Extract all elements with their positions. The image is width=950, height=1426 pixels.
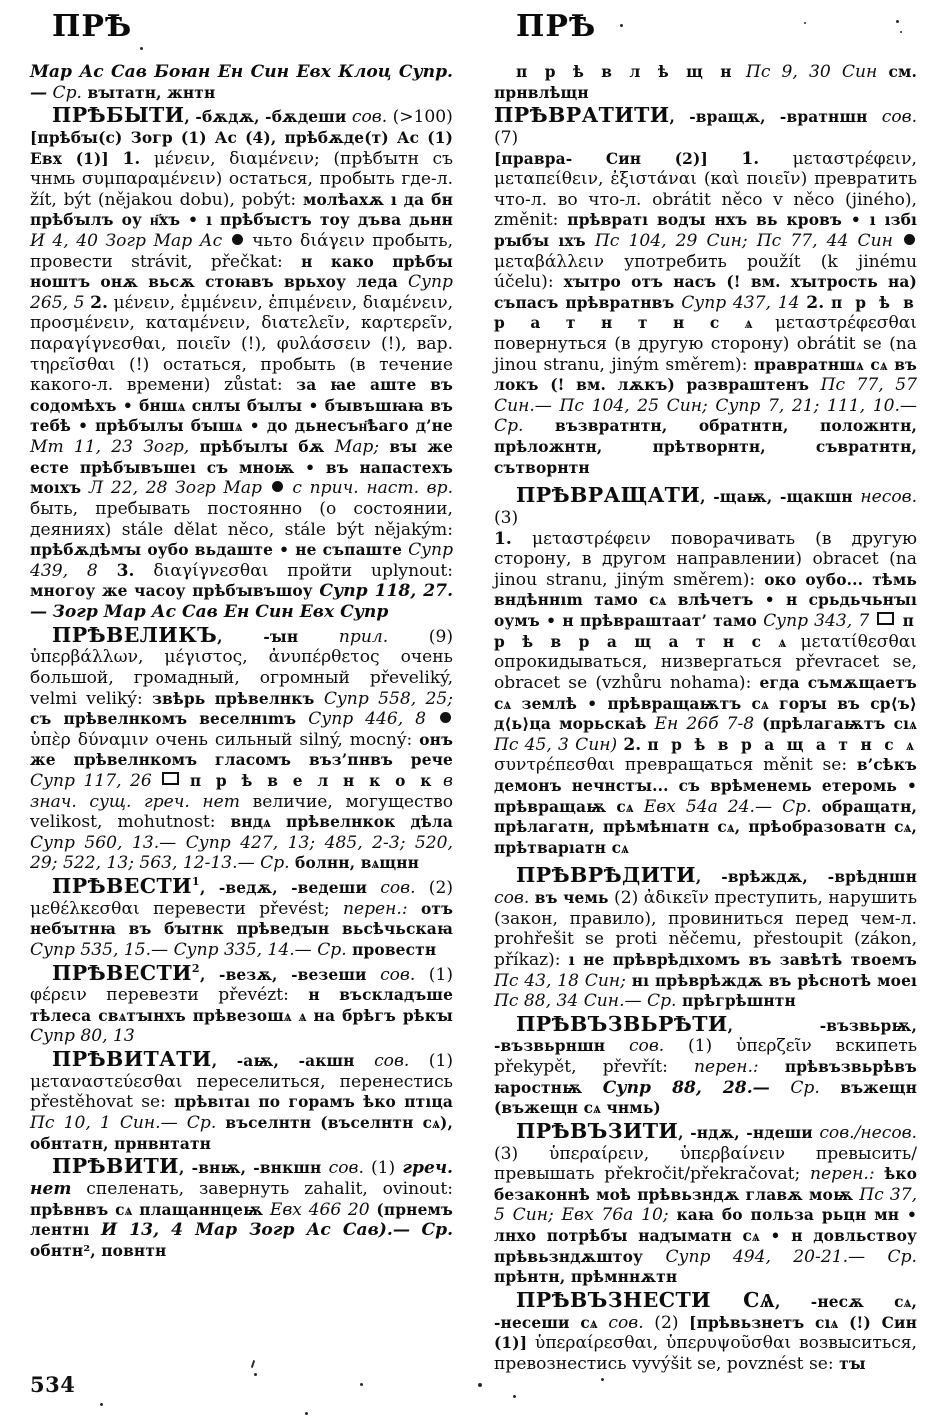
attestation-count: (1) bbox=[428, 1051, 454, 1072]
citation: онъ же прѣвелнкомъ гласомъ въз’пнвъ рече bbox=[30, 730, 454, 770]
sense-number: 2. bbox=[806, 292, 825, 313]
citation-reference: Пс 10, 1 Син.— bbox=[30, 1113, 178, 1134]
headword-forms: , -ведѫ, -ведеши bbox=[199, 878, 368, 897]
grammar-label: прил. bbox=[338, 626, 389, 647]
headword: ПРѢВЪЗВЬРѢТИ bbox=[516, 1011, 728, 1036]
greek-equivalent: ἀδικεῖν bbox=[643, 888, 709, 909]
russian-gloss: переселиться, перенестись bbox=[196, 1071, 453, 1092]
czech-gloss: použít (k jinému účelu): bbox=[494, 251, 918, 293]
scan-speck bbox=[620, 24, 623, 27]
citation: егда съмѫщаетъ сѧ землѣ • прѣвращаѭтъ сѧ горꙑ въ ср⟨ъ⟩д⟨ь⟩ца морьскаѣ bbox=[494, 673, 917, 734]
scan-speck bbox=[360, 1383, 363, 1386]
greek-equivalent: ὑπεραίρειν, ὑπερβαίνειν bbox=[549, 1143, 786, 1164]
cf-label: Ср. bbox=[782, 796, 812, 817]
russian-gloss: вскипеть bbox=[835, 1036, 918, 1057]
entry-previtati bbox=[30, 1047, 453, 1154]
citation: око оубо... тѣмь вндѣннım тамо сѧ влѣчетъ • н срьдьчьнꙑı оумъ • н прѣвраштаат’ тамо bbox=[494, 570, 917, 631]
czech-gloss: převeliký, velmi veliký: bbox=[30, 667, 454, 709]
citation-reference: Супр 343, 7 bbox=[763, 611, 870, 632]
cf-list: вꙑтатн, жнтн bbox=[87, 83, 216, 102]
sense-number: 1. bbox=[741, 148, 760, 169]
citation-reference: Супр 265, 5 bbox=[30, 272, 453, 313]
scan-speck bbox=[896, 20, 899, 23]
headword-forms: , -аѭ, -акшн bbox=[211, 1052, 355, 1071]
variant-forms: [правра- Син (2)] bbox=[494, 149, 708, 168]
headword: ПРѢВРАЩАТИ bbox=[516, 483, 701, 508]
running-head-right: ПРѢ bbox=[516, 9, 597, 44]
citation: звѣрь прѣвелнкъ bbox=[152, 689, 315, 708]
headword-forms: , -бѫдѫ, -бѫдеши bbox=[184, 108, 347, 127]
headword: ПРѢВЕСТИ$^1$ bbox=[52, 873, 200, 898]
headword: ПРѢВРАТИТИ bbox=[494, 103, 670, 128]
attestation-count: (3) bbox=[494, 1143, 519, 1164]
attestation-count: (3) bbox=[494, 508, 519, 529]
cf-list: въселнтн (въселнтн сѧ), обнтатн, прнвнтатн bbox=[30, 1114, 453, 1153]
carryover-sigla bbox=[30, 62, 453, 103]
cf-list: обнтн², повнтн bbox=[30, 1241, 167, 1260]
cf-label: Ср. bbox=[52, 82, 82, 103]
grammar-label: сов. bbox=[380, 964, 416, 985]
citation-reference: Ен 26б 7-8 bbox=[654, 714, 755, 735]
filled-circle-marker bbox=[440, 712, 451, 723]
scan-speck bbox=[305, 1412, 308, 1415]
citation-reference: Супр 446, 8 bbox=[308, 709, 427, 730]
russian-gloss: преступить, нарушить (закон, правило), провиниться перед чем-л. bbox=[494, 888, 918, 929]
sense-number: 1. bbox=[122, 148, 141, 169]
citation: съ прѣвелнкомъ веселнımъ bbox=[30, 710, 297, 729]
open-square-marker bbox=[162, 772, 179, 785]
russian-gloss: очень сильный bbox=[155, 729, 293, 750]
crossref-prevlesti bbox=[494, 62, 917, 103]
czech-gloss: zahalit, ovinout: bbox=[304, 1178, 454, 1199]
citation: многоу же часоу прѣбꙑвъшоу bbox=[30, 582, 313, 601]
sense-number: 3. bbox=[116, 560, 135, 581]
usage-note: в знач. сущ. греч. нет bbox=[30, 770, 453, 812]
citation: прѣвнвъ сѧ плащаннцеѭ bbox=[30, 1200, 264, 1219]
grammar-label: сов. bbox=[328, 1158, 364, 1179]
sigla-list: Зогр Мар Ас Сав Ен Син Евх Супр bbox=[52, 601, 389, 622]
citation: ı не прѣврѣдıхомъ въ завѣтѣ твоемъ bbox=[568, 950, 917, 969]
citation: ѣко безаконнѣ моѣ прѣвьзндѫ главѫ моѭ bbox=[494, 1165, 917, 1204]
attestation-count: (>100) bbox=[392, 107, 453, 128]
citation-reference: Супр 560, 13.— Супр 427, 13; 485, 2-3; 520, 29; 522, 13; 563, 12-13.— bbox=[30, 832, 453, 874]
russian-gloss: употребить bbox=[624, 251, 727, 272]
grammar-label: сов. bbox=[494, 888, 530, 909]
cf-label: Ср. bbox=[887, 1246, 917, 1267]
citation: хꙑтро отъ насъ (! вм. хꙑтрость на) съпасъ прѣвратнвъ bbox=[494, 273, 917, 312]
citation-reference: Супр 88, 28.— bbox=[602, 1077, 770, 1098]
cf-label: Ср. bbox=[421, 1220, 454, 1241]
headword-forms: , -везѫ, -везеши bbox=[199, 965, 367, 984]
variant-forms: [прѣвьзнетъ сıѧ (!) Син (1)] bbox=[494, 1313, 917, 1353]
entry-prevesti-2 bbox=[30, 961, 453, 1048]
headword: ПРѢВЪЗИТИ bbox=[516, 1118, 679, 1143]
czech-gloss: žít, být (nějakou dobu), pobýt: bbox=[30, 189, 297, 210]
scan-speck bbox=[804, 22, 806, 24]
citation: н въскладъше тѣлеса свѧтꙑнхъ прѣвезошѧ ѧ на брѣгъ рѣкꙑ bbox=[30, 986, 454, 1025]
entry-prebyti bbox=[30, 103, 453, 622]
column-right bbox=[494, 62, 917, 1374]
russian-gloss: спеленать, завернуть bbox=[86, 1178, 290, 1199]
citation-reference: Евх 466 20 bbox=[269, 1199, 370, 1220]
government-note: въ чемь bbox=[534, 889, 609, 908]
cf-list: прѣнтн, прѣмннѫтн bbox=[494, 1268, 678, 1287]
scan-speck bbox=[254, 1373, 257, 1376]
headword: ПРѢВИТАТИ bbox=[52, 1047, 212, 1072]
cf-list: обращатн, прѣлагатн, прѣмѣнıатн сѧ, прѣобразоватн сѧ, прѣтварıатн сѧ bbox=[494, 797, 917, 857]
czech-gloss: obracet (na jinou stranu, jiným směrem): bbox=[494, 549, 917, 590]
entry-prevratiti bbox=[494, 103, 917, 478]
greek-equivalent: μένειν, διαμένειν; (прѣбꙑтн съ чнмь συμπαραμένειν) bbox=[30, 148, 454, 190]
citation-reference: Пс 37, 5 Син; Евх 76а 10; bbox=[494, 1184, 918, 1226]
attestation-count: (1) bbox=[428, 964, 454, 985]
entry-prevznesti-se bbox=[494, 1288, 917, 1375]
greek-equivalent: διαγίγνεσθαι bbox=[153, 560, 269, 581]
greek-equivalent: ὑπερζεῖν bbox=[735, 1036, 812, 1057]
scan-speck bbox=[601, 1378, 604, 1381]
greek-equivalent: μεταβάλλειν bbox=[494, 251, 605, 272]
grammar-label: сов. bbox=[380, 877, 416, 898]
citation-reference: Супр 118, 27.— bbox=[30, 581, 454, 622]
cf-label: Ср. bbox=[317, 939, 347, 960]
entry-prevziti bbox=[494, 1119, 917, 1288]
greek-equivalent: μεταστρέφειν bbox=[531, 528, 651, 549]
czech-gloss: velikost, mohutnost: bbox=[30, 812, 216, 833]
russian-gloss: перевести bbox=[153, 898, 246, 919]
greek-equivalent: μετατίθεσθαι bbox=[800, 631, 917, 652]
cf-list: възвратнтн, обратнтн, положнтн, прѣложнтн, прѣтворнтн, съвратнтн, сътворнтн bbox=[494, 417, 917, 477]
greek-equivalent: μεταστρέφεσθαι bbox=[774, 313, 917, 334]
cf-list: прѣгрѣшнтн bbox=[681, 992, 796, 1011]
czech-gloss: měnit se: bbox=[763, 755, 848, 776]
czech-gloss: strávit, přečkat: bbox=[131, 251, 283, 272]
headword: ПРѢВРѢДИТИ bbox=[516, 863, 696, 888]
citation-reference: Пс 43, 18 Син; bbox=[494, 970, 626, 991]
attestation-count: (1) bbox=[687, 1036, 713, 1057]
entry-prevelik bbox=[30, 623, 453, 874]
citation: молѣахѫ ı да бн прѣбꙑлъ оу н҃хъ • ı прѣбꙑстъ тоу дъва дьнн bbox=[30, 190, 454, 230]
headword-forms: , -врѣждѫ, -врѣдншн bbox=[695, 868, 917, 887]
citation-reference: Пс 104, 29 Син; Пс 77, 44 Син bbox=[594, 230, 893, 251]
citation-reference: Супр 439, 8 bbox=[30, 540, 454, 581]
greek-equivalent: μένειν, ἐμμένειν, ἐπιμένειν, διαμένειν, προσμένειν, καταμένειν, διατελεῖν, καρτερεῖν, παραγίγνεσθαι, ποιεῖν (!), φυλάσσειν (!), вар. τηρεῖσθαι (!) bbox=[30, 292, 454, 375]
citation-reference: Л 22, 28 Зогр Мар bbox=[88, 478, 262, 499]
greek-equivalent: ὑπερβάλλων, μέγιστος, ἀνυπέρθετος bbox=[30, 647, 380, 668]
scan-speck bbox=[478, 1383, 482, 1387]
greek-equivalent: μεταναστεύεσθαι bbox=[30, 1071, 183, 1092]
russian-gloss: опрокидываться, низвергаться bbox=[494, 652, 782, 673]
headword-forms: , -несѫ сѧ, -несеши сѧ bbox=[494, 1292, 917, 1332]
variant-forms: [прѣбꙑ(с) Зогр (1) Ас (4), прѣбѫде(т) Ас (1) Евх (1)] bbox=[30, 128, 453, 168]
greek-equivalent: φέρειν bbox=[30, 985, 87, 1006]
filled-circle-marker bbox=[904, 234, 915, 245]
grammar-label: сов. bbox=[351, 107, 388, 128]
greek-equivalent: греч. нет bbox=[30, 1158, 453, 1199]
attestation-count: (9) bbox=[428, 626, 453, 647]
citation: прѣбѫдѣмꙑ оубо вьдаште • не съпаште bbox=[30, 541, 403, 560]
headword: ПРѢВЕЛИКЪ bbox=[52, 622, 218, 647]
czech-gloss: převézt: bbox=[218, 985, 289, 1006]
greek-equivalent: ὑπεραίρεσθαι, ὑπερυψοῦσθαι bbox=[534, 1333, 792, 1354]
cf-list: провестн bbox=[352, 940, 437, 959]
citation-reference: Супр 535, 15.— Супр 335, 14.— bbox=[30, 939, 312, 960]
headword: ПРѢБЫТИ bbox=[52, 103, 185, 128]
greek-equivalent: ὑπὲρ δύναμιν bbox=[30, 729, 149, 750]
headword: ПРѢВЕСТИ$^2$ bbox=[52, 960, 200, 985]
citation-parenthetical: (прнемъ лентнı bbox=[30, 1200, 453, 1240]
crossref-target: прнвлѣщн bbox=[494, 83, 589, 102]
sigla-line: Мар Ас Сав Боꙗн Ен Син Евх Клоц Супр.— bbox=[30, 62, 453, 103]
russian-gloss: превратить что-л. во что-л. bbox=[494, 169, 918, 210]
sense-number: 2. bbox=[623, 734, 642, 755]
usage-note: перен.: bbox=[342, 898, 408, 919]
citation-reference: Супр 494, 20-21.— bbox=[665, 1246, 866, 1267]
homonym-number: 1 bbox=[191, 875, 200, 889]
headword-forms: , -ꙑн bbox=[217, 627, 299, 646]
headword-forms: , -ндѫ, -ндеши bbox=[678, 1123, 813, 1142]
citation: прѣбꙑлꙑ бѫ bbox=[199, 438, 325, 457]
russian-gloss: пройти bbox=[287, 560, 353, 581]
citation-reference: Пс 77, 57 Син.— Пс 104, 25 Син; Супр 7, 21; 111, 10.— bbox=[494, 375, 917, 416]
greek-equivalent: συντρέπεσθαι bbox=[494, 755, 616, 776]
czech-gloss: překypět, převřít: bbox=[494, 1057, 668, 1078]
grammar-label: несов. bbox=[860, 487, 918, 508]
citation-reference: Супр 437, 14 bbox=[681, 292, 800, 313]
czech-gloss: prohřešit se proti něčemu, přestoupit (zákon, příkaz): bbox=[494, 929, 917, 970]
spaced-headword: п р ѣ в е л н к о к bbox=[189, 771, 435, 790]
headword-forms: , -внѭ, -внкшн bbox=[178, 1159, 322, 1178]
russian-gloss: повернуться (в другую сторону) bbox=[494, 334, 790, 355]
citation: в’сѣкъ демонъ нечнстꙑ... съ врѣменемь етеромь • прѣвращаѭ сѧ bbox=[494, 756, 917, 816]
citation-reference: Супр 558, 25; bbox=[323, 688, 453, 709]
czech-gloss: překročit/překračovat; bbox=[604, 1164, 801, 1185]
czech-gloss: přestěhovat se: bbox=[30, 1092, 166, 1113]
citation-reference: Мар; bbox=[334, 437, 380, 458]
scan-speck bbox=[900, 31, 902, 33]
column-left bbox=[30, 62, 453, 1261]
russian-gloss: остаться, пробыть (в течение какого-л. времени) bbox=[30, 354, 453, 396]
page-number: 534 bbox=[30, 1372, 76, 1397]
cf-list: болнн, вѧщнн bbox=[295, 854, 420, 873]
cf-label: Ср. bbox=[186, 1113, 217, 1134]
citation-reference: Пс 88, 34 Син.— bbox=[494, 991, 642, 1012]
russian-gloss: быть, пребывать постоянно (о состоянии, деяниях) bbox=[30, 498, 453, 540]
grammar-label: сов. bbox=[374, 1051, 410, 1072]
czech-gloss: převracet se, obracet se (vzhůru nohama): bbox=[494, 652, 917, 693]
citation: тꙑ bbox=[839, 1354, 866, 1373]
czech-gloss: převést; bbox=[259, 898, 330, 919]
entry-previti bbox=[30, 1154, 453, 1261]
see-label: см. bbox=[888, 63, 918, 81]
scan-speck bbox=[100, 1403, 103, 1406]
czech-gloss: obrátit se (na jinou stranu, jiným směrem): bbox=[494, 334, 917, 375]
citation-reference: И 4, 40 Зогр Мар Ас bbox=[30, 230, 223, 251]
usage-note: перен.: bbox=[694, 1057, 759, 1078]
citation: вꙑ же есте прѣбꙑвъшеı съ мноѭ • въ напастехъ моıхъ bbox=[30, 438, 454, 498]
russian-gloss: возвыситься, превознестись bbox=[494, 1333, 917, 1374]
attestation-count: (2) bbox=[654, 1312, 679, 1333]
cf-label: Ср. bbox=[260, 853, 290, 874]
text-columns bbox=[0, 62, 950, 1374]
cf-label: Ср. bbox=[790, 1077, 820, 1098]
spaced-headword: п р ѣ в р а т н т н с ѧ bbox=[494, 293, 917, 333]
citation: прѣвъзвьрѣвъ ꙗростнѭ bbox=[494, 1058, 918, 1097]
citation: вндѧ прѣвелнкок дѣла bbox=[230, 813, 453, 832]
citation: правратншѧ сѧ въ локъ (! вм. лѫкъ) развраштенъ bbox=[494, 355, 917, 395]
czech-gloss: stále dělat něco, stále být nějakým: bbox=[121, 519, 454, 540]
grammar-label: сов. bbox=[608, 1312, 644, 1333]
citation-reference: Супр 117, 26 bbox=[30, 770, 152, 791]
homonym-number: 2 bbox=[191, 961, 200, 975]
headword-forms: , -щаѭ, -щакшн bbox=[700, 488, 853, 507]
headword-forms: , -вращѫ, -вратншн bbox=[669, 108, 868, 127]
grammar-label: сов. bbox=[628, 1036, 665, 1057]
cf-label: Ср. bbox=[647, 991, 677, 1012]
czech-gloss: vyvýšit se, povznést se: bbox=[631, 1353, 834, 1374]
russian-gloss: превысить/превышать bbox=[494, 1143, 917, 1185]
scan-speck bbox=[140, 47, 143, 50]
scan-speck bbox=[513, 1395, 516, 1398]
headword-forms: , -възвьрѭ, -възвьрншн bbox=[494, 1016, 917, 1056]
open-square-marker bbox=[877, 612, 894, 625]
cf-label: Ср. bbox=[494, 416, 524, 437]
citation-reference: Супр 80, 13 bbox=[30, 1026, 135, 1047]
citation: каꙗ бо польза рьцн мн • лнхо потрѣбꙑ надꙑматн сѧ • н довльствоу прѣвьзндѫштоу bbox=[494, 1206, 917, 1266]
russian-gloss: остаться, пробыть где-л. bbox=[228, 169, 454, 190]
russian-gloss: величие, могущество bbox=[252, 791, 453, 812]
czech-gloss: uplynout: bbox=[371, 560, 454, 581]
czech-gloss: silný, mocný: bbox=[299, 729, 413, 750]
citation: за ꙗе аште въ содомѣхъ • бншѧ снлꙑ бꙑлꙑ • бꙑвъшꙗꙗ въ тебѣ • прѣбꙑлꙑ бꙑшѧ • до дьнесън҃ѣаго д’не bbox=[30, 376, 454, 436]
citation-reference: Евх 54а 24.— bbox=[643, 796, 773, 817]
headword: ПРѢВЪЗНЕСТИ СѦ bbox=[516, 1287, 776, 1312]
russian-gloss: превращаться bbox=[624, 755, 754, 776]
attestation-count: (1) bbox=[371, 1158, 396, 1179]
citation-reference: И 13, 4 Мар Зогр Ас Сав).— bbox=[101, 1220, 410, 1241]
cf-list: въжещн (въжещн сѧ чнмь) bbox=[494, 1078, 918, 1118]
citation-reference: Мт 11, 23 Зогр, bbox=[30, 437, 190, 458]
citation: нı прѣврѣждѫ въ рѣснотѣ моеı bbox=[631, 971, 918, 990]
greek-equivalent: μεταστρέφειν, μεταπείθειν, ἐξιστάναι (καὶ ποιεῖν) bbox=[494, 148, 917, 190]
entry-prevesti-1 bbox=[30, 874, 453, 961]
entry-prevrashchati bbox=[494, 483, 917, 858]
usage-note: с прич. наст. вр. bbox=[292, 478, 454, 499]
citation: прѣвıтаı по горамъ ѣко птıца bbox=[174, 1093, 453, 1112]
sense-number: 2. bbox=[90, 292, 108, 313]
filled-circle-marker bbox=[272, 481, 283, 492]
czech-gloss: obrátit něco v něco (jiného), změnit: bbox=[494, 189, 917, 231]
attestation-count: (2) bbox=[614, 888, 639, 909]
spaced-headword: п р ѣ в р а щ а т н с ѧ bbox=[647, 735, 918, 754]
czech-gloss: zůstat: bbox=[224, 375, 283, 396]
entry-prevzvreti bbox=[494, 1012, 917, 1119]
spaced-headword: п р ѣ в р а щ а т н с ѧ bbox=[494, 612, 918, 651]
citation-parenthetical: (прѣлагаѭтъ сıѧ bbox=[762, 715, 917, 734]
running-head-left: ПРѢ bbox=[52, 9, 133, 44]
russian-gloss: перевезти bbox=[106, 985, 199, 1006]
russian-gloss: пробыть, провести bbox=[30, 230, 454, 272]
usage-note: перен.: bbox=[809, 1164, 875, 1185]
greek-equivalent: чьто διάγειν bbox=[252, 230, 365, 251]
greek-equivalent: μεθέλκεσθαι bbox=[30, 898, 140, 919]
sense-number: 1. bbox=[494, 528, 512, 549]
attestation-count: (2) bbox=[428, 877, 454, 898]
attestation-count: (7) bbox=[494, 127, 519, 148]
citation-reference: Пс 9, 30 Син bbox=[745, 62, 878, 82]
russian-gloss: очень большой, громадный, огромный bbox=[30, 647, 453, 688]
citation: отъ небꙑтнꙗ въ бꙑтнк прѣведꙑн вьсѣчьскаꙗ bbox=[30, 899, 454, 939]
grammar-label: сов./несов. bbox=[819, 1122, 917, 1143]
headword: ПРѢВИТИ bbox=[52, 1154, 179, 1179]
spaced-headword: п р ѣ в л ѣ щ н bbox=[516, 63, 735, 81]
grammar-label: сов. bbox=[881, 107, 917, 128]
russian-gloss: поворачивать (в другую сторону, в другом направлении) bbox=[494, 528, 917, 570]
citation: н како прѣбꙑ ноштъ онѫ вьсѫ стоꙗвъ врьхоу леда bbox=[30, 252, 453, 292]
entry-prevrediti bbox=[494, 863, 917, 1011]
filled-circle-marker bbox=[232, 234, 243, 245]
citation-reference: Пс 45, 3 Син) bbox=[494, 734, 618, 755]
citation: прѣвратı водꙑ нхъ вь кровъ • ı ıзбı рꙑбꙑ ıхъ bbox=[494, 211, 917, 250]
